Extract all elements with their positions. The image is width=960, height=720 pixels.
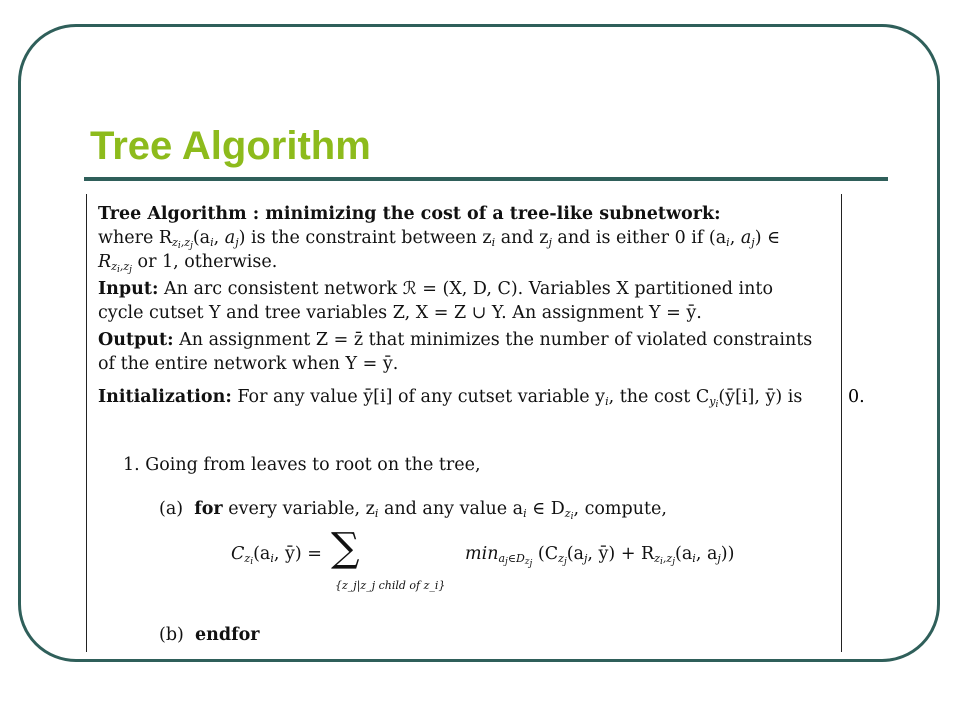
algorithm-document [86, 194, 842, 652]
slide-title: Tree Algorithm [90, 124, 371, 168]
summation-symbol: ∑ [331, 525, 360, 571]
input-line-2: cycle cutset Y and tree variables Z, X = Z ∪ Y. An assignment Y = ȳ. [98, 303, 702, 323]
algorithm-heading: Tree Algorithm : minimizing the cost of a tree-like subnetwork: [98, 204, 721, 224]
output-line-2: of the entire network when Y = ȳ. [98, 354, 399, 374]
output-line-1: Output: An assignment Z = z̄ that minimizes the number of violated constraints [98, 330, 813, 350]
initialization-line: Initialization: For any value ȳ[i] of any cutset variable $y_i$, the cost $C_{y_i}(ȳ[i]$, ȳ) is [98, 387, 803, 410]
title-divider [84, 177, 888, 181]
initialization-zero: 0. [848, 387, 865, 407]
step-1: 1. Going from leaves to root on the tree, [123, 455, 481, 475]
step-a: (a) for every variable, $z_i$ and any value $a_i$ ∈ $D_{z_i}$, compute, [159, 499, 667, 522]
cost-formula-rhs: $\min_{a_j\in D_{z_j}} (C_{z_j}(a_j$, ȳ) + $R_{z_i,z_j}(a_i$, $a_j$)) [465, 544, 735, 569]
cost-formula-lhs: $C_{z_i}(a_i$, ȳ) = [231, 544, 322, 567]
input-line-1: Input: An arc consistent network ℛ = (X, D, C). Variables X partitioned into [98, 279, 773, 299]
where-line-2: $R_{z_i,z_j}$ or 1, otherwise. [98, 252, 278, 275]
step-b: (b) endfor [159, 625, 260, 645]
summation-index: {z_j|z_j child of z_i} [335, 579, 446, 592]
where-line-1: where $R_{z_i,z_j}(a_i$, $a_j$) is the constraint between $z_i$ and $z_j$ and is either 0 if ($a_i$, $a_j$) ∈ [98, 228, 781, 251]
